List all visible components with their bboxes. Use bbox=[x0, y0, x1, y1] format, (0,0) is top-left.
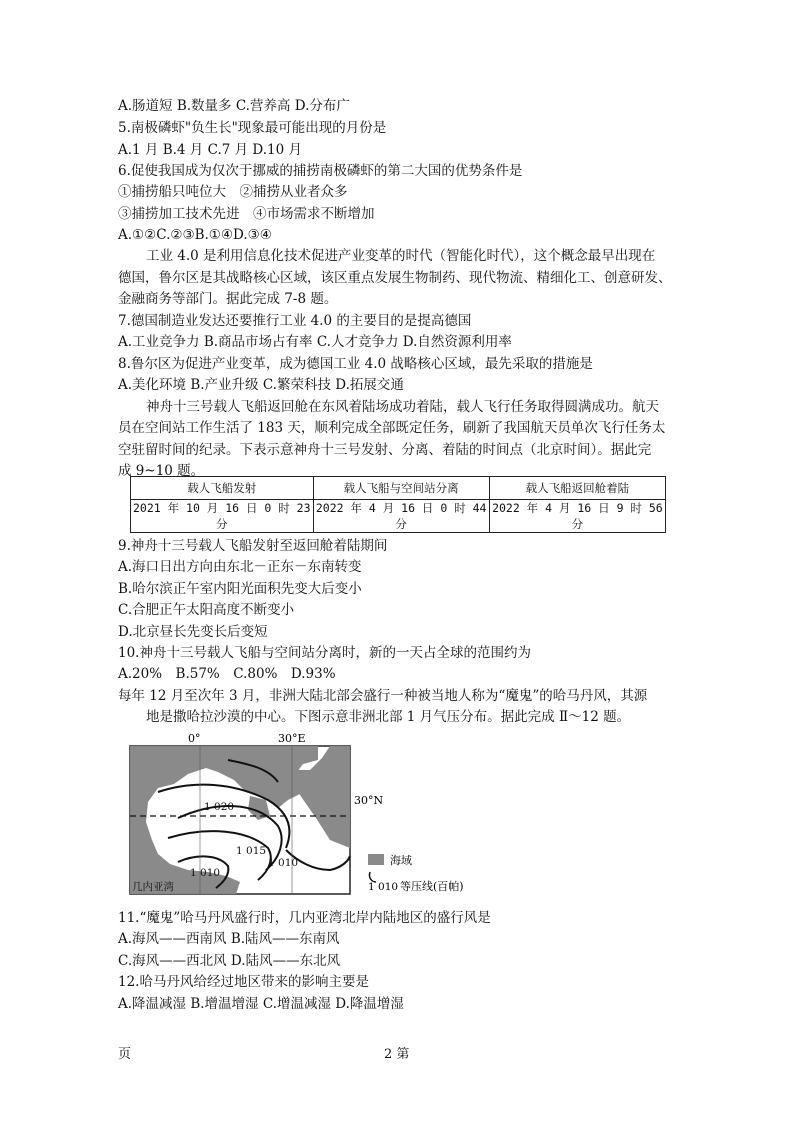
option-line: A.1 月 B.4 月 C.7 月 D.10 月 bbox=[118, 142, 303, 158]
footer-left: 页 bbox=[118, 1047, 132, 1062]
table-cell: 2021 年 10 月 16 日 0 时 23 分 bbox=[131, 500, 314, 533]
passage-line: 德国，鲁尔区是其战略核心区域，该区重点发展生物制药、现代物流、精细化工、创意研发、 bbox=[118, 270, 672, 286]
legend-sea-label: 海域 bbox=[390, 854, 412, 867]
timeline-table bbox=[130, 476, 666, 533]
lon-30e-label: 30°E bbox=[278, 732, 306, 745]
statement-line: ③捕捞加工技术先进 ④市场需求不断增加 bbox=[118, 206, 375, 222]
option-line: B.哈尔滨正午室内阳光面积先变大后变小 bbox=[118, 581, 362, 597]
question-8: 8.鲁尔区为促进产业变革，成为德国工业 4.0 战略核心区域，最先采取的措施是 bbox=[118, 356, 593, 372]
passage-line: 每年 12 月至次年 3 月，非洲大陆北部会盛行一种被当地人称为“魔鬼”的哈马丹风，其源 bbox=[118, 688, 648, 704]
lat-30n-label: 30°N bbox=[354, 794, 384, 807]
option-line: A.海风——西南风 B.陆风——东南风 bbox=[118, 931, 340, 947]
passage-line: 地是撒哈拉沙漠的中心。下图示意非洲北部 1 月气压分布。据此完成 Ⅱ～12 题。 bbox=[146, 709, 631, 725]
legend-isobar-value: 1 010 bbox=[368, 881, 399, 893]
isobar-label: 1 015 bbox=[236, 845, 267, 857]
question-12: 12.哈马丹风给经过地区带来的影响主要是 bbox=[118, 974, 369, 990]
gulf-label: 几内亚湾 bbox=[132, 881, 174, 893]
option-line: A.工业竞争力 B.商品市场占有率 C.人才竞争力 D.自然资源利用率 bbox=[118, 334, 512, 350]
page-number: 2 第 bbox=[384, 1047, 410, 1062]
passage-line: 空驻留时间的纪录。下表示意神舟十三号发射、分离、着陆的时间点（北京时间）。据此完 bbox=[118, 442, 652, 458]
option-line: A.20% B.57% C.80% D.93% bbox=[118, 666, 336, 682]
passage-line: 工业 4.0 是利用信息化技术促进产业变革的时代（智能化时代），这个概念最早出现在 bbox=[146, 248, 656, 264]
question-11: 11.“魔鬼”哈马丹风盛行时，几内亚湾北岸内陆地区的盛行风是 bbox=[118, 910, 491, 926]
isobar-label: 1 010 bbox=[268, 857, 299, 869]
table-cell: 2022 年 4 月 16 日 0 时 44 分 bbox=[313, 500, 489, 533]
question-5: 5.南极磷虾"负生长"现象最可能出现的月份是 bbox=[118, 120, 387, 136]
option-line: D.北京昼长先变长后变短 bbox=[118, 624, 268, 640]
table-header-row bbox=[131, 477, 666, 500]
passage-line: 金融商务等部门。据此完成 7-8 题。 bbox=[118, 291, 338, 307]
pressure-map bbox=[118, 730, 478, 900]
lon-0-label: 0° bbox=[188, 732, 201, 745]
passage-line: 神舟十三号载人飞船返回舱在东风着陆场成功着陆，载人飞行任务取得圆满成功。航天 bbox=[146, 399, 659, 415]
question-10: 10.神舟十三号载人飞船与空间站分离时，新的一天占全球的范围约为 bbox=[118, 645, 531, 661]
legend-isobar-label: 等压线(百帕) bbox=[400, 880, 464, 893]
table-header-cell: 载人飞船与空间站分离 bbox=[313, 477, 489, 500]
statement-line: ①捕捞船只吨位大 ②捕捞从业者众多 bbox=[118, 184, 348, 200]
table-row bbox=[131, 500, 666, 533]
question-7: 7.德国制造业发达还要推行工业 4.0 的主要目的是提高德国 bbox=[118, 313, 472, 329]
option-line: A.美化环境 B.产业升级 C.繁荣科技 D.拓展交通 bbox=[118, 377, 404, 393]
option-line: A.肠道短 B.数量多 C.营养高 D.分布广 bbox=[118, 98, 350, 114]
passage-line: 成 9~10 题。 bbox=[118, 463, 205, 479]
table-header-cell: 载人飞船返回舱着陆 bbox=[489, 477, 665, 500]
option-line: A.降温减湿 B.增温增湿 C.增温减湿 D.降温增湿 bbox=[118, 996, 404, 1012]
isobar-label: 1 010 bbox=[190, 867, 221, 879]
question-6: 6.促使我国成为仅次于挪威的捕捞南极磷虾的第二大国的优势条件是 bbox=[118, 163, 523, 179]
question-9: 9.神舟十三号载人飞船发射至返回舱着陆期间 bbox=[118, 538, 388, 554]
isobar-label: 1 020 bbox=[204, 801, 235, 813]
option-line: A.海口日出方向由东北－正东－东南转变 bbox=[118, 559, 362, 575]
legend-sea-swatch bbox=[368, 854, 384, 865]
option-line: C.合肥正午太阳高度不断变小 bbox=[118, 602, 295, 618]
option-line: A.①②C.②③B.①④D.③④ bbox=[118, 227, 272, 243]
passage-line: 员在空间站工作生活了 183 天，顺利完成全部既定任务，刷新了我国航天员单次飞行任务太 bbox=[118, 420, 666, 436]
table-header-cell: 载人飞船发射 bbox=[131, 477, 314, 500]
table-cell: 2022 年 4 月 16 日 9 时 56 分 bbox=[489, 500, 665, 533]
option-line: C.海风——西北风 D.陆风——东北风 bbox=[118, 953, 341, 969]
